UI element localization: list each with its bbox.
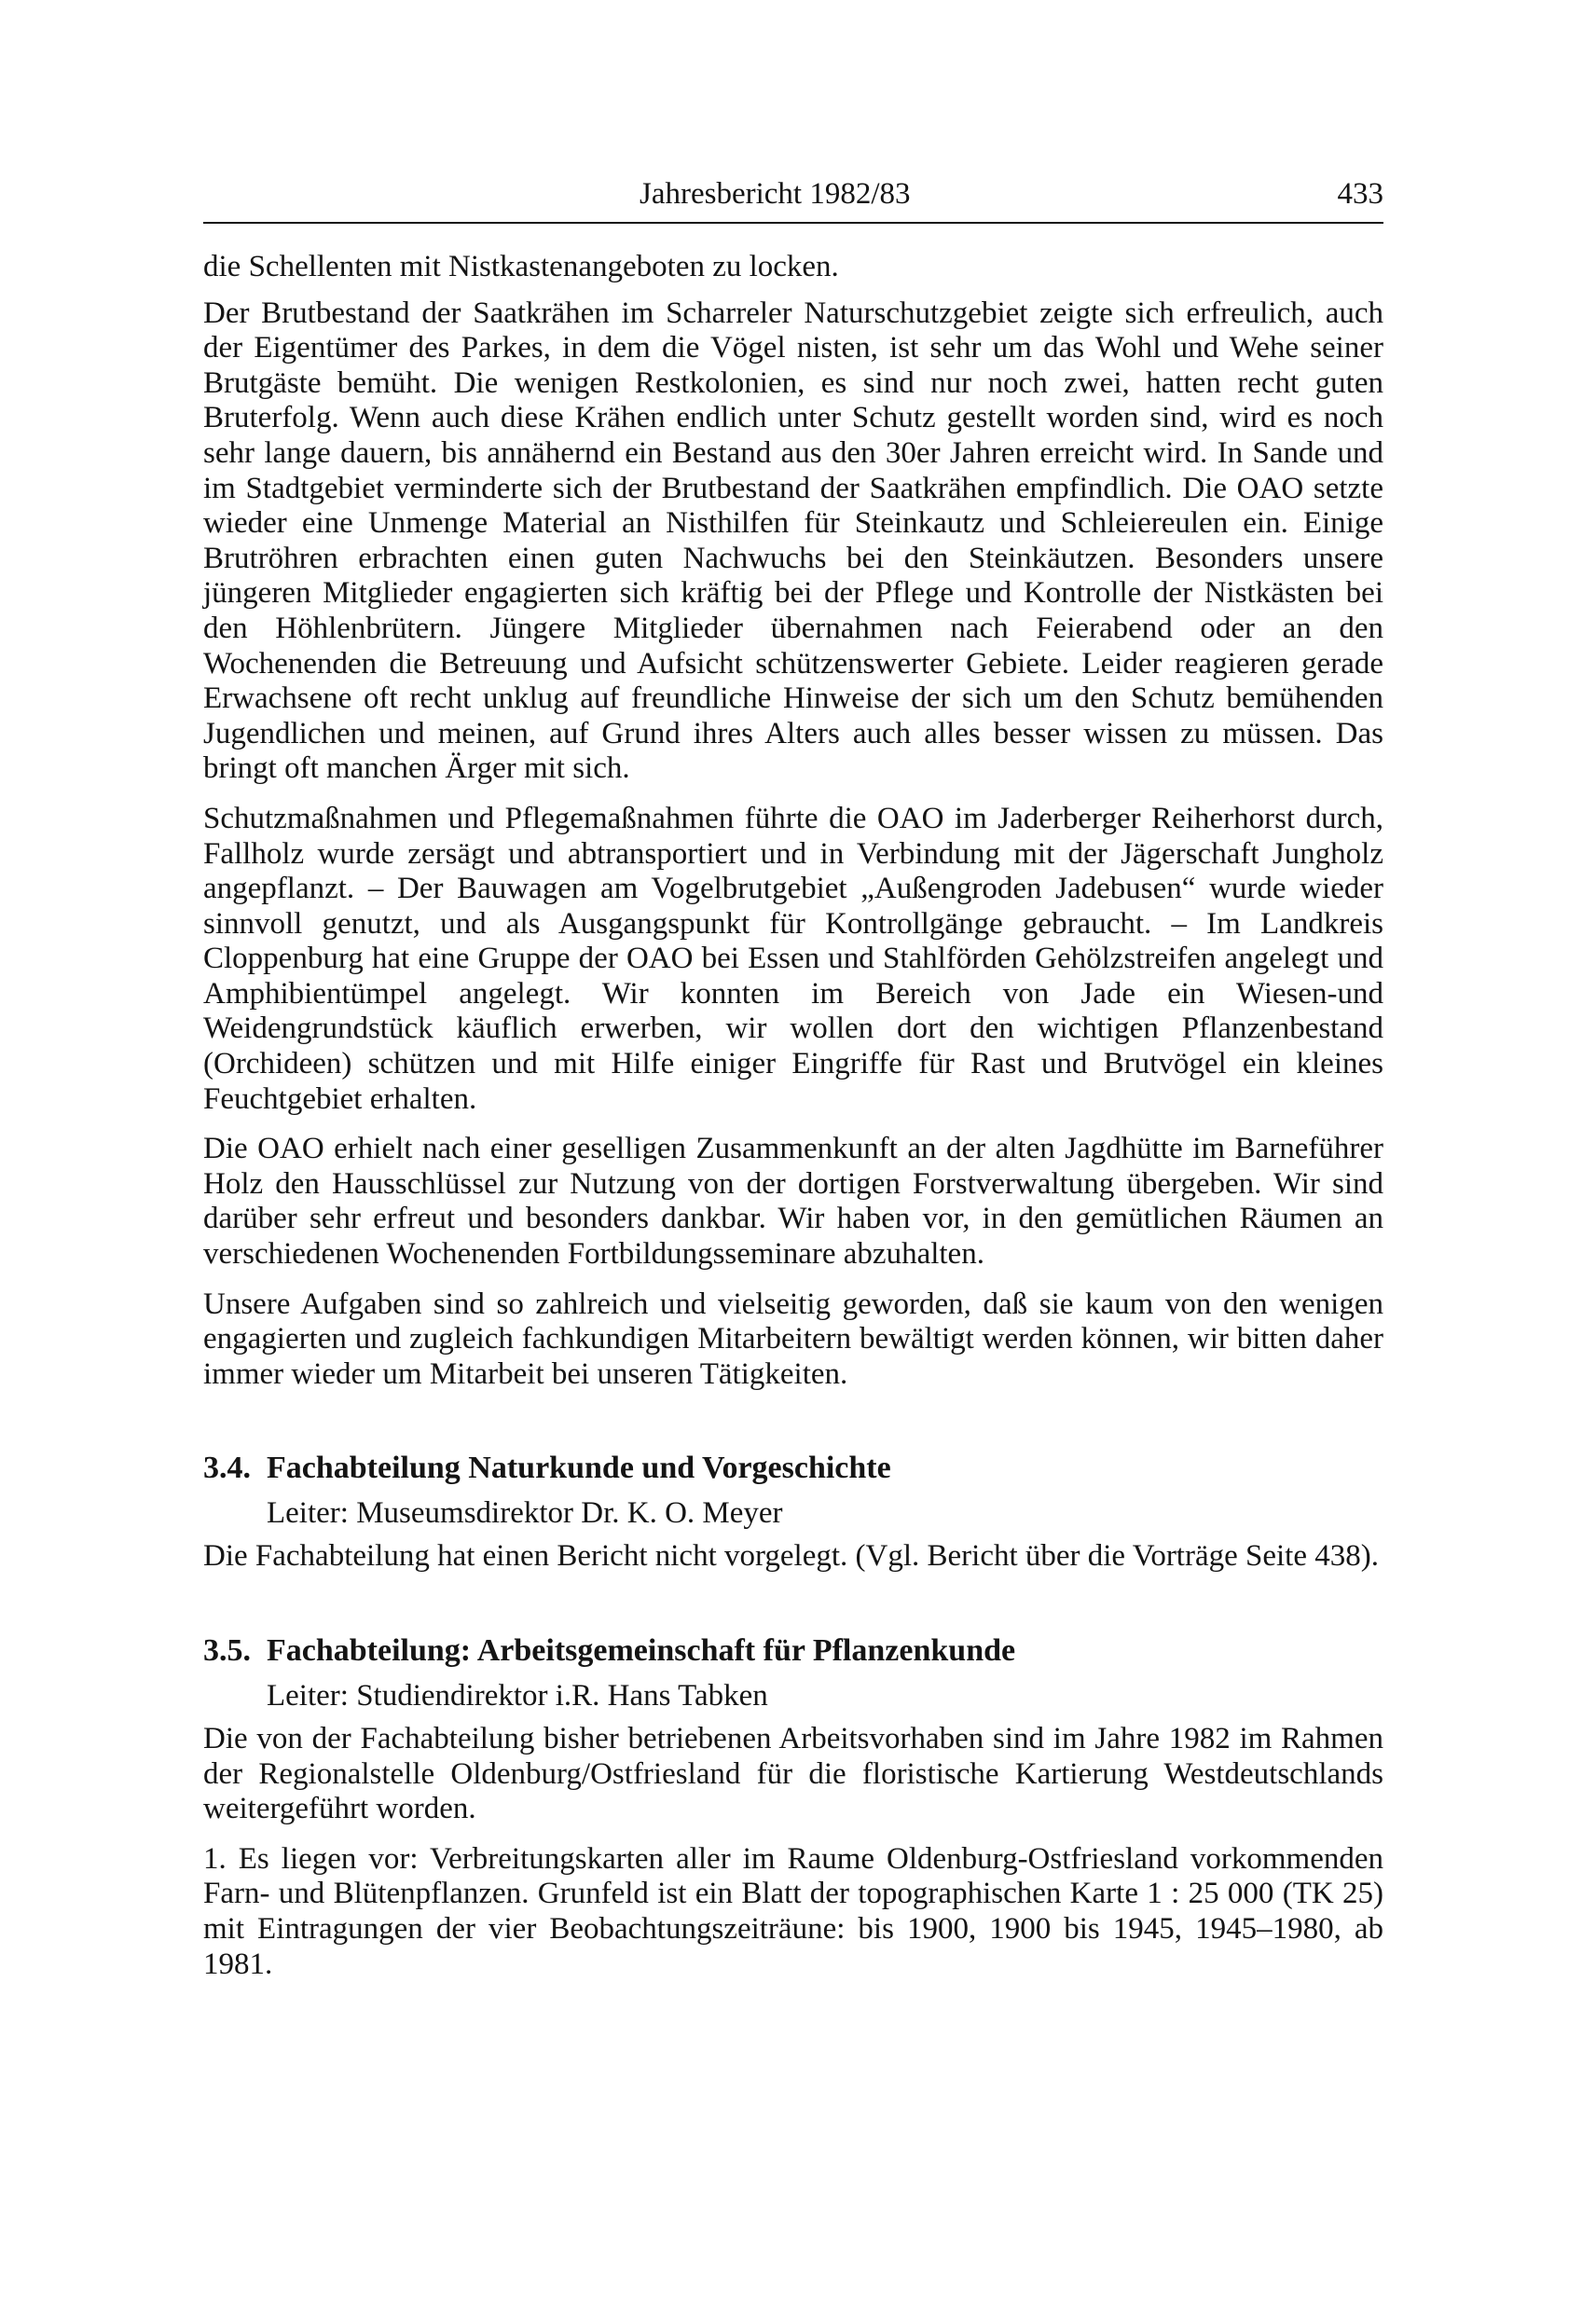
section-leader: Leiter: Museumsdirektor Dr. K. O. Meyer	[267, 1496, 783, 1531]
paragraph-schellenten: die Schellenten mit Nistkastenangeboten zu locken.	[203, 250, 839, 283]
paragraph-arbeitsvorhaben: Die von der Fachabteilung bisher betriebenen Arbeitsvorhaben sind im Jahre 1982 im Rahmen der Regionalstelle Oldenburg/Ostfriesland für die floristische Kartierung Westdeutschlands weitergeführt worden.	[203, 1722, 1383, 1826]
section-heading	[203, 1450, 1383, 1487]
paragraph-jagdhuette: Die OAO erhielt nach einer geselligen Zusammenkunft an der alten Jagdhütte im Barneführer Holz den Hausschlüssel zur Nutzung von der dortigen Forstverwaltung übergeben. Wir sind darüber sehr erfreut und besonders dankbar. Wir haben vor, in den gemütlichen Räumen an verschiedenen Wochenenden Fortbildungsseminare abzuhalten.	[203, 1132, 1383, 1272]
header-rule	[203, 222, 1383, 224]
section-number: 3.4.	[203, 1451, 251, 1486]
page-number: 433	[1337, 177, 1383, 211]
paragraph-naturkunde-report: Die Fachabteilung hat einen Bericht nicht vorgelegt. (Vgl. Bericht über die Vorträge Seite 438).	[203, 1539, 1379, 1574]
paragraph-saatkraehen: Der Brutbestand der Saatkrähen im Scharreler Naturschutzgebiet zeigte sich erfreulich, auch der Eigentümer des Parkes, in dem die Vögel nisten, ist sehr um das Wohl und Wehe seiner Brutgäste bemüht. Die wenigen Restkolonien, es sind nur noch zwei, hatten recht guten Bruterfolg. Wenn auch diese Krähen endlich unter Schutz gestellt worden sind, wird es noch sehr lange dauern, bis annähernd ein Bestand aus den 30er Jahren erreicht wird. In Sande und im Stadtgebiet verminderte sich der Brutbestand der Saatkrähen empfindlich. Die OAO setzte wieder eine Unmenge Material an Nisthilfen für Steinkautz und Schleiereulen ein. Einige Brutröhren erbrachten einen guten Nachwuchs bei den Steinkäutzen. Besonders unsere jüngeren Mitglieder engagierten sich kräftig bei der Pflege und Kontrolle der Nistkästen bei den Höhlenbrütern. Jüngere Mitglieder übernahmen nach Feierabend oder an den Wochenenden die Betreuung und Aufsicht schützenswerter Gebiete. Leider reagieren gerade Erwachsene oft recht unklug auf freundliche Hinweise der sich um den Schutz bemühenden Jugendlichen und meinen, auf Grund ihres Alters auch alles besser wissen zu müssen. Das bringt oft manchen Ärger mit sich.	[203, 296, 1383, 786]
running-header-title: Jahresbericht 1982/83	[640, 177, 911, 211]
section-3-4	[203, 1450, 1383, 1575]
section-number: 3.5.	[203, 1633, 251, 1668]
paragraph-schutzmassnahmen: Schutzmaßnahmen und Pflegemaßnahmen führte die OAO im Jaderberger Reiherhorst durch, Fallholz wurde zersägt und abtransportiert und in Verbindung mit der Jägerschaft Jungholz angepflanzt. – Der Bauwagen am Vogelbrutgebiet „Außengroden Jadebusen“ wurde wieder sinnvoll genutzt, und als Ausgangspunkt für Kontrollgänge gebraucht. – Im Landkreis Cloppenburg hat eine Gruppe der OAO bei Essen und Stahlförden Gehölzstreifen angelegt und Amphibientümpel angelegt. Wir konnten im Bereich von Jade ein Wiesen-und Weidengrundstück käuflich erwerben, wir wollen dort den wichtigen Pflanzenbestand (Orchideen) schützen und mit Hilfe einiger Eingriffe für Rast und Brutvögel ein kleines Feuchtgebiet erhalten.	[203, 801, 1383, 1116]
running-header	[203, 168, 1383, 220]
section-title: Fachabteilung: Arbeitsgemeinschaft für Pflanzenkunde	[267, 1633, 1016, 1668]
section-heading	[203, 1632, 1383, 1670]
section-leader: Leiter: Studiendirektor i.R. Hans Tabken	[267, 1679, 768, 1713]
paragraph-aufgaben: Unsere Aufgaben sind so zahlreich und vielseitig geworden, daß sie kaum von den wenigen engagierten und zugleich fachkundigen Mitarbeitern bewältigt werden können, wir bitten daher immer wieder um Mitarbeit bei unseren Tätigkeiten.	[203, 1287, 1383, 1391]
section-3-5	[203, 1632, 1383, 1982]
paragraph-verbreitungskarten: 1. Es liegen vor: Verbreitungskarten aller im Raume Oldenburg-Ostfriesland vorkommenden Farn- und Blütenpflanzen. Grunfeld ist ein Blatt der topographischen Karte 1 : 25 000 (TK 25) mit Eintragungen der vier Beobachtungszeiträune: bis 1900, 1900 bis 1945, 1945–1980, ab 1981.	[203, 1841, 1383, 1981]
body-text	[203, 250, 1383, 1997]
section-title: Fachabteilung Naturkunde und Vorgeschichte	[267, 1451, 891, 1486]
